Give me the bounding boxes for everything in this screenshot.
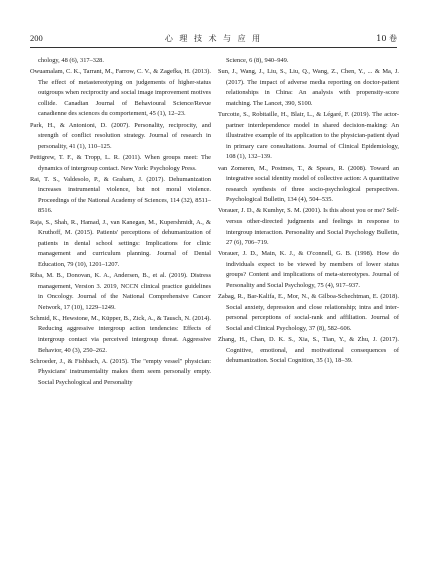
- reference-entry: Zhang, H., Chan, D. K. S., Xia, S., Tian, Y., & Zhu, J. (2017). Cognitive, emotional, and motivational consequences of dehumanization. Social Cognition, 35 (1), 18–39.: [218, 336, 399, 365]
- page-number: 200: [30, 33, 43, 43]
- right-column: [218, 56, 399, 367]
- reference-entry: Schmid, K., Hewstone, M., Küpper, B., Zick, A., & Tausch, N. (2014). Reducing aggressive intergroup action tendencies: Effects of intergroup contact via perceived intergroup threat. Aggressive Behavior, 40 (3), 250–262.: [30, 314, 211, 354]
- reference-entry: Owuamalam, C. K., Tarrant, M., Farrow, C. V., & Zagefka, H. (2013). The effect of metastereotyping on judgements of higher-status outgroups when reciprocity and social image improvement motives collide. Canadian Journal of Behavioural Science/Revue canadienne des sciences du comportement, 45 (1), 12–23.: [30, 68, 211, 118]
- volume-label: 10 卷: [376, 34, 397, 43]
- reference-entry: Raja, S., Shah, R., Hamad, J., van Kanegan, M., Kupershmidt, A., & Kruthoff, M. (2015). Patients' perceptions of dehumanization of patients in dental school settings: Implications for clinic management and curriculum planning. Journal of Dental Education, 79 (10), 1201–1207.: [30, 218, 211, 268]
- reference-entry: Turcotte, S., Robitaille, H., Blair, L., & Légaré, F. (2019). The actor-partner interdependence model in shared decision-making: An illustrative example of its application to the physician-patient dyad in primary care consultations. Journal of Clinical Epidemiology, 108 (1), 132–139.: [218, 111, 399, 161]
- reference-entry: Vorauer, J. D., & Kumhyr, S. M. (2001). Is this about you or me? Self-versus other-directed judgments and feelings in response to intergroup interaction. Personality and Social Psychology Bulletin, 27 (6), 706–719.: [218, 207, 399, 247]
- reference-entry: van Zomeren, M., Postmes, T., & Spears, R. (2008). Toward an integrative social identity model of collective action: A quantitative research synthesis of three socio-psychological perspectives. Psychological Bulletin, 134 (4), 504–535.: [218, 164, 399, 204]
- reference-entry: Zabag, R., Bar-Kalifa, E., Mor, N., & Gilboa-Schechtman, E. (2018). Social anxiety, depression and close relationship; intra and inter-personal perceptions of social-rank and affiliation. Journal of Social and Clinical Psychology, 37 (8), 582–606.: [218, 293, 399, 332]
- reference-entry: Park, H., & Antonioni, D. (2007). Personality, reciprocity, and strength of conflict resolution strategy. Journal of research in personality, 41 (1), 110–125.: [30, 121, 211, 150]
- reference-entry: Rai, T. S., Valdesolo, P., & Graham, J. (2017). Dehumanization increases instrumental violence, but not moral violence. Proceedings of the National Academy of Sciences, 114 (32), 8511–8516.: [30, 175, 211, 215]
- reference-entry: Schroeder, J., & Fishbach, A. (2015). The "empty vessel" physician: Physicians' instrumentality makes them seem personally empty. Social Psychological and Personality: [30, 357, 211, 386]
- running-header: [30, 33, 397, 48]
- reference-entry: Science, 6 (8), 940–949.: [226, 57, 289, 64]
- left-column: [30, 56, 211, 389]
- reference-entry: Vorauer, J. D., Main, K. J., & O'connell, G. B. (1998). How do individuals expect to be viewed by members of lower status groups? Content and implications of meta-stereotypes. Journal of Personality and Social Psychology, 75 (4), 917–937.: [218, 250, 399, 289]
- reference-entry: chology, 48 (6), 317–328.: [38, 57, 104, 64]
- reference-entry: Riba, M. B., Donovan, K. A., Andersen, B., et al. (2019). Distress management, Version 3. 2019, NCCN clinical practice guidelines in Oncology. Journal of the National Comprehensive Cancer Network, 17 (10), 1229–1249.: [30, 272, 211, 311]
- reference-entry: Pettigrew, T. F., & Tropp, L. R. (2011). When groups meet: The dynamics of intergroup contact. New York: Psychology Press.: [30, 153, 211, 172]
- reference-entry: Sun, J., Wang, J., Liu, S., Liu, Q., Wang, Z., Chen, Y., ... & Ma, J. (2017). The impact of adverse media reporting on doctor-patient relationships in China: An analysis with propensity-score matching. The Lancet, 390, S100.: [218, 68, 399, 107]
- journal-title: 心 理 技 术 与 应 用: [164, 34, 263, 43]
